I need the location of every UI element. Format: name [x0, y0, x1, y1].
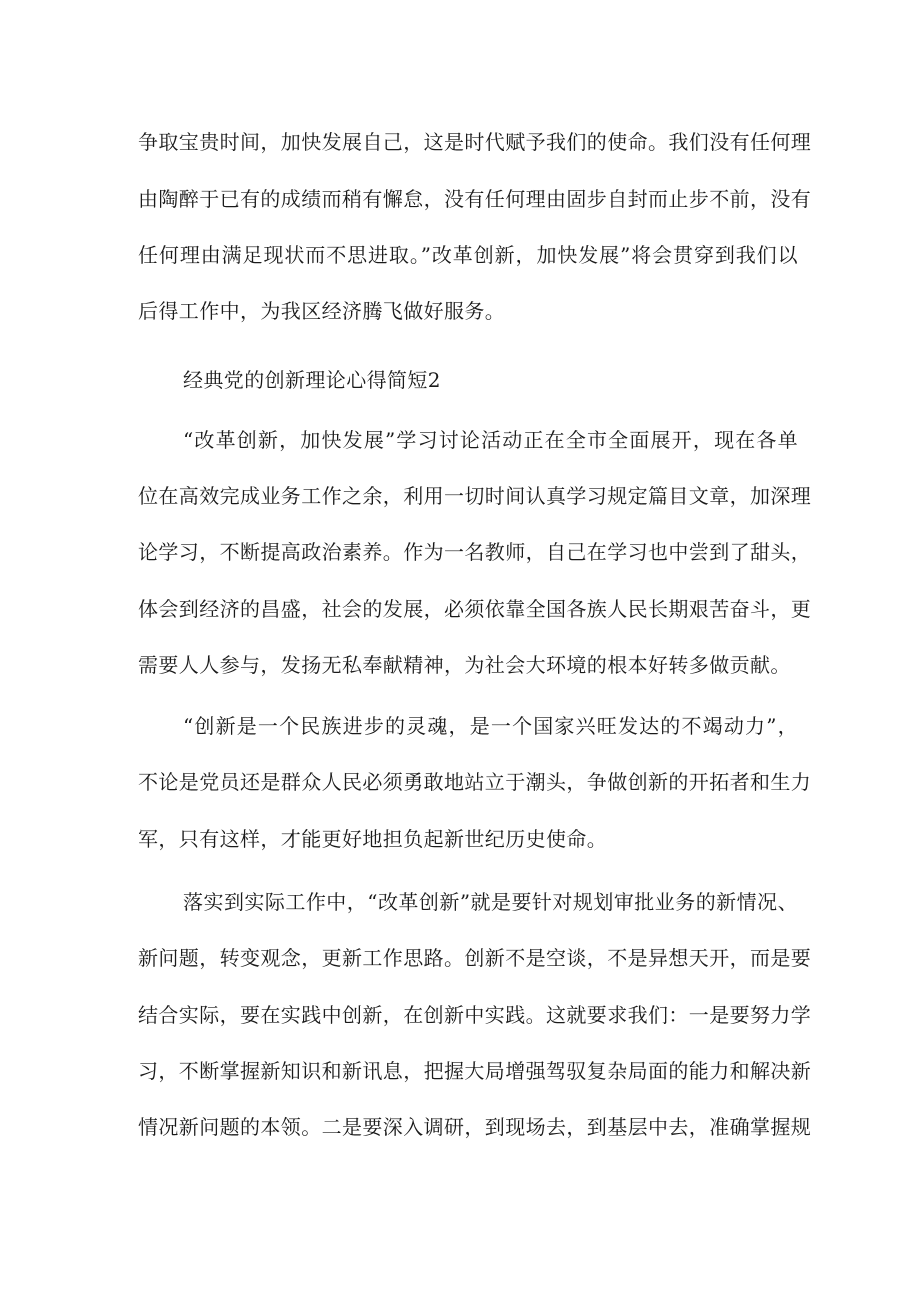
- paragraph-line: 由陶醉于已有的成绩而稍有懈怠，没有任何理由固步自封而止步不前，没有: [138, 187, 812, 211]
- paragraph-line: 习，不断掌握新知识和新讯息，把握大局增强驾驭复杂局面的能力和解决新: [138, 1059, 812, 1083]
- paragraph-line: “创新是一个民族进步的灵魂，是一个国家兴旺发达的不竭动力”，: [183, 714, 798, 738]
- paragraph-line: 新问题，转变观念，更新工作思路。创新不是空谈，不是异想天开，而是要: [138, 946, 812, 970]
- paragraph-line: 后得工作中，为我区经济腾飞做好服务。: [138, 299, 506, 323]
- section-heading: 经典党的创新理论心得简短2: [183, 368, 441, 392]
- paragraph-line: “改革创新，加快发展”学习讨论活动正在全市全面展开，现在各单: [183, 428, 798, 452]
- paragraph-line: 落实到实际工作中，“改革创新”就是要针对规划审批业务的新情况、: [183, 890, 798, 914]
- paragraph-line: 任何理由满足现状而不思进取。”改革创新，加快发展”将会贯穿到我们以: [138, 243, 798, 267]
- paragraph-line: 不论是党员还是群众人民必须勇敢地站立于潮头，争做创新的开拓者和生力: [138, 770, 812, 794]
- paragraph-line: 军，只有这样，才能更好地担负起新世纪历史使命。: [138, 827, 608, 851]
- paragraph-line: 情况新问题的本领。二是要深入调研，到现场去，到基层中去，准确掌握规: [138, 1115, 812, 1139]
- paragraph-line: 需要人人参与，发扬无私奉献精神，为社会大环境的根本好转多做贡献。: [138, 653, 791, 677]
- paragraph-line: 论学习，不断提高政治素养。作为一名教师，自己在学习也中尝到了甜头，: [138, 540, 812, 564]
- paragraph-line: 位在高效完成业务工作之余，利用一切时间认真学习规定篇目文章，加深理: [138, 484, 812, 508]
- paragraph-line: 结合实际，要在实践中创新，在创新中实践。这就要求我们：一是要努力学: [138, 1003, 812, 1027]
- paragraph-line: 争取宝贵时间，加快发展自己，这是时代赋予我们的使命。我们没有任何理: [138, 130, 812, 154]
- paragraph-line: 体会到经济的昌盛，社会的发展，必须依靠全国各族人民长期艰苦奋斗，更: [138, 597, 812, 621]
